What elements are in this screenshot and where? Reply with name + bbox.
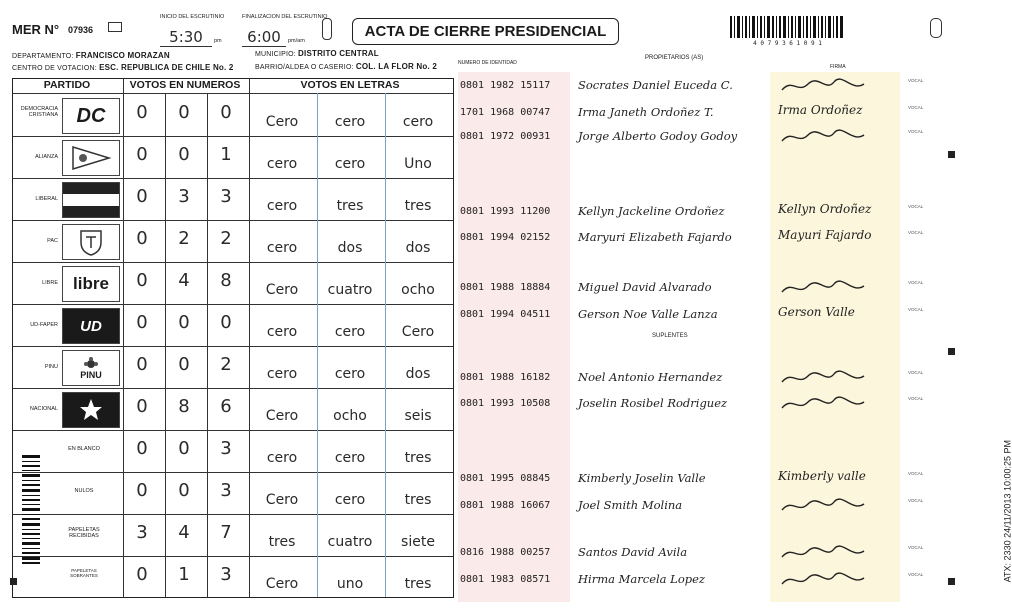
member-name: Kimberly Joselin Valle <box>578 471 706 485</box>
col-name: PROPIETARIOS (AS) <box>645 55 704 61</box>
vote-word: uno <box>336 576 364 592</box>
centro-row: CENTRO DE VOTACION: ESC. REPUBLICA DE CHILE No. 2 <box>12 63 234 72</box>
vote-word: Cero <box>265 282 299 298</box>
vote-digit: 0 <box>136 228 148 249</box>
vocal-label: VOCAL <box>908 105 924 110</box>
vote-word: seis <box>404 408 432 424</box>
vote-digit: 0 <box>178 102 190 123</box>
vote-word: dos <box>337 240 363 256</box>
vote-digit: 3 <box>220 480 232 501</box>
member-name: Santos David Avila <box>578 545 688 559</box>
vote-word: Cero <box>401 324 435 340</box>
punch-hole-right <box>930 18 942 38</box>
vote-digit: 0 <box>136 270 148 291</box>
vote-digit: 7 <box>220 522 232 543</box>
vote-word: tres <box>404 198 432 214</box>
registration-mark <box>948 151 955 158</box>
vote-digit: 0 <box>136 396 148 417</box>
vocal-label: VOCAL <box>908 396 924 401</box>
stamp-icon <box>108 22 122 32</box>
municipio-row: MUNICIPIO: DISTRITO CENTRAL <box>255 49 379 58</box>
member-id: 0801 1994 02152 <box>460 232 551 243</box>
side-barcode-icon <box>22 455 40 565</box>
member-name: Kellyn Jackeline Ordoñez <box>578 204 725 218</box>
member-signature-icon <box>778 278 868 301</box>
vote-word: ocho <box>333 408 367 424</box>
vote-digit: 2 <box>220 354 232 375</box>
party-name: DEMOCRACIA CRISTIANA <box>20 106 58 118</box>
vote-word: cero <box>266 450 298 466</box>
member-name: Joel Smith Molina <box>578 498 683 512</box>
id-column-bg <box>458 72 570 602</box>
barcode-icon <box>730 16 845 38</box>
member-signature: Kellyn Ordoñez <box>778 202 872 216</box>
fin-value: 6:00 <box>242 28 286 47</box>
barcode-number: 4 0 7 9 3 6 1 0 9 1 <box>753 40 822 47</box>
vocal-label: VOCAL <box>908 498 924 503</box>
member-id: 0801 1993 11200 <box>460 206 551 217</box>
libre-logo: libre <box>62 266 120 302</box>
vocal-label: VOCAL <box>908 280 924 285</box>
member-signature-icon <box>778 368 868 391</box>
member-id: 0801 1994 04511 <box>460 309 551 320</box>
vote-word: tres <box>268 534 296 550</box>
member-signature-icon <box>778 543 868 566</box>
vote-word: cero <box>266 324 298 340</box>
inicio-value: 5:30 <box>160 28 212 47</box>
registration-mark <box>10 578 17 585</box>
member-name: Gerson Noe Valle Lanza <box>578 307 718 321</box>
vocal-label: VOCAL <box>908 129 924 134</box>
member-name: Socrates Daniel Euceda C. <box>578 78 733 92</box>
member-id: 0801 1988 18884 <box>460 282 551 293</box>
party-name: ALIANZA <box>35 154 58 160</box>
vocal-label: VOCAL <box>908 545 924 550</box>
side-timestamp: ATX: 2330 24/11/2013 10:00:25 PM <box>1002 440 1012 583</box>
member-signature-icon <box>778 127 868 150</box>
vote-word: tres <box>404 492 432 508</box>
vote-word: Cero <box>265 576 299 592</box>
vote-digit: 6 <box>220 396 232 417</box>
col-partido: PARTIDO <box>43 79 91 91</box>
vote-digit: 0 <box>220 102 232 123</box>
vote-digit: 3 <box>220 564 232 585</box>
vote-word: cuatro <box>327 282 373 298</box>
vocal-label: VOCAL <box>908 471 924 476</box>
vote-word: cero <box>266 366 298 382</box>
vote-digit: 3 <box>178 186 190 207</box>
registration-mark <box>948 348 955 355</box>
alianza-logo-icon <box>62 140 120 176</box>
vote-digit: 3 <box>220 438 232 459</box>
col-letras: VOTOS EN LETRAS <box>300 79 400 91</box>
member-signature: Irma Ordoñez <box>778 103 863 117</box>
vote-digit: 4 <box>178 270 190 291</box>
member-name: Irma Janeth Ordoñez T. <box>578 105 714 119</box>
member-id: 0801 1995 08845 <box>460 473 551 484</box>
vote-word: cero <box>266 198 298 214</box>
vote-digit: 0 <box>178 480 190 501</box>
inicio-unit: pm <box>214 38 222 44</box>
pac-shield-icon <box>62 224 120 260</box>
vote-digit: 1 <box>178 564 190 585</box>
col-id: NUMERO DE IDENTIDAD <box>458 60 517 66</box>
member-id: 0801 1993 10508 <box>460 398 551 409</box>
firma-column-bg <box>770 72 900 602</box>
ud-logo: UD <box>62 308 120 344</box>
vote-word: ocho <box>401 282 435 298</box>
vocal-label: VOCAL <box>908 78 924 83</box>
mer-label: MER N° <box>12 22 60 37</box>
member-signature: Kimberly valle <box>778 469 866 483</box>
member-id: 0816 1988 00257 <box>460 547 551 558</box>
member-id: 0801 1988 16182 <box>460 372 551 383</box>
vocal-label: VOCAL <box>908 370 924 375</box>
vote-word: cero <box>334 324 366 340</box>
pinu-logo: PINU <box>62 350 120 386</box>
col-firma: FIRMA <box>830 64 846 70</box>
vocal-label: VOCAL <box>908 230 924 235</box>
party-name: LIBERAL <box>35 196 58 202</box>
member-id: 0801 1988 16067 <box>460 500 551 511</box>
vote-digit: 4 <box>178 522 190 543</box>
vote-word: Uno <box>404 156 432 172</box>
nacional-star-icon <box>62 392 120 428</box>
vote-word: cero <box>334 450 366 466</box>
vote-digit: 0 <box>136 354 148 375</box>
party-name: PINU <box>44 364 58 370</box>
member-id: 0801 1972 00931 <box>460 131 551 142</box>
member-signature-icon <box>778 76 868 99</box>
vote-digit: 0 <box>178 144 190 165</box>
party-name: PAPELETAS RECIBIDAS <box>68 527 100 539</box>
fin-label: FINALIZACION DEL ESCRUTINIO <box>242 14 328 20</box>
vote-word: Cero <box>265 114 299 130</box>
member-name: Hirma Marcela Lopez <box>578 572 705 586</box>
vote-digit: 0 <box>136 480 148 501</box>
vote-digit: 0 <box>136 102 148 123</box>
member-id: 0801 1983 08571 <box>460 574 551 585</box>
departamento-row: DEPARTAMENTO: FRANCISCO MORAZAN <box>12 51 170 60</box>
party-name: PAC <box>47 238 58 244</box>
vote-word: cero <box>334 492 366 508</box>
member-id: 0801 1982 15117 <box>460 80 551 91</box>
vote-digit: 1 <box>220 144 232 165</box>
vote-word: cero <box>402 114 434 130</box>
party-name: UD-FAPER <box>30 322 58 328</box>
col-numeros: VOTOS EN NUMEROS <box>129 79 241 91</box>
vote-word: cero <box>266 240 298 256</box>
vote-word: dos <box>405 240 431 256</box>
vote-word: siete <box>401 534 435 550</box>
member-signature-icon <box>778 496 868 519</box>
vote-digit: 0 <box>136 564 148 585</box>
party-name: EN BLANCO <box>68 446 100 452</box>
vote-digit: 2 <box>220 228 232 249</box>
vote-digit: 8 <box>220 270 232 291</box>
vocal-label: VOCAL <box>908 204 924 209</box>
vote-word: cero <box>334 114 366 130</box>
vote-digit: 0 <box>220 312 232 333</box>
suplentes-label: SUPLENTES <box>652 333 688 339</box>
party-name: NACIONAL <box>29 406 58 412</box>
vote-word: cero <box>334 366 366 382</box>
registration-mark <box>948 578 955 585</box>
member-name: Joselin Rosibel Rodriguez <box>578 396 728 410</box>
document-title: ACTA DE CIERRE PRESIDENCIAL <box>352 18 619 45</box>
vote-word: tres <box>336 198 364 214</box>
vote-word: Cero <box>265 492 299 508</box>
mer-number: 07936 <box>68 25 94 35</box>
vote-digit: 0 <box>178 438 190 459</box>
vote-word: cero <box>334 156 366 172</box>
party-name: LIBRE <box>42 280 58 286</box>
vote-digit: 0 <box>136 144 148 165</box>
member-signature-icon <box>778 394 868 417</box>
member-name: Noel Antonio Hernandez <box>578 370 723 384</box>
liberal-flag-icon <box>62 182 120 218</box>
punch-hole <box>322 18 332 40</box>
party-name: PAPELETAS SOBRANTES <box>70 568 98 578</box>
vocal-label: VOCAL <box>908 572 924 577</box>
vote-digit: 0 <box>178 354 190 375</box>
member-name: Maryuri Elizabeth Fajardo <box>578 230 732 244</box>
vote-word: cero <box>266 156 298 172</box>
vote-digit: 0 <box>136 312 148 333</box>
vote-word: dos <box>405 366 431 382</box>
vote-digit: 0 <box>136 186 148 207</box>
member-signature: Gerson Valle <box>778 305 855 319</box>
member-signature: Mayuri Fajardo <box>778 228 872 242</box>
vote-word: cuatro <box>327 534 373 550</box>
vote-digit: 0 <box>136 438 148 459</box>
vote-digit: 0 <box>178 312 190 333</box>
vote-digit: 3 <box>136 522 148 543</box>
inicio-label: INICIO DEL ESCRUTINIO <box>160 14 225 20</box>
barrio-row: BARRIO/ALDEA O CASERIO: COL. LA FLOR No. 2 <box>255 62 437 71</box>
vote-digit: 8 <box>178 396 190 417</box>
vote-digit: 3 <box>220 186 232 207</box>
member-name: Miguel David Alvarado <box>578 280 712 294</box>
pinu-flower-icon <box>83 356 99 370</box>
member-id: 1701 1968 00747 <box>460 107 551 118</box>
vote-word: tres <box>404 576 432 592</box>
vocal-label: VOCAL <box>908 307 924 312</box>
fin-unit: pm/am <box>288 38 305 44</box>
party-name: NULOS <box>74 488 94 494</box>
member-name: Jorge Alberto Godoy Godoy <box>578 129 738 143</box>
vote-word: tres <box>404 450 432 466</box>
vote-digit: 2 <box>178 228 190 249</box>
member-signature-icon <box>778 570 868 593</box>
vote-word: Cero <box>265 408 299 424</box>
dc-logo: DC <box>62 98 120 134</box>
